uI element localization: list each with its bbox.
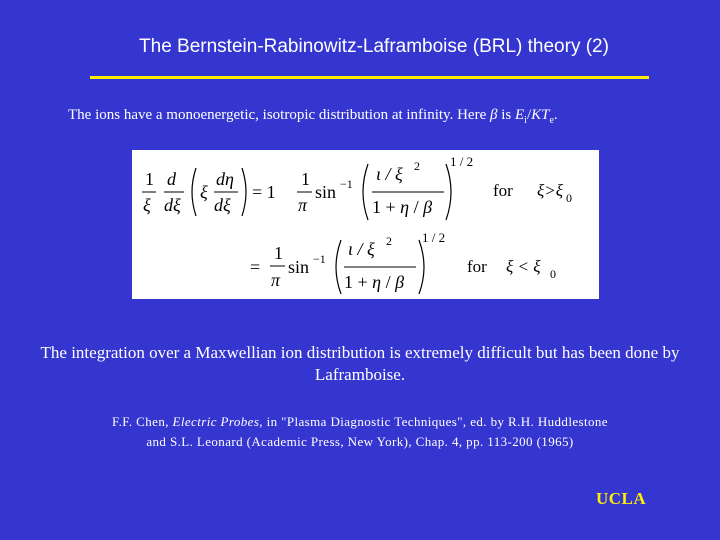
svg-text:sin: sin [315,182,337,202]
svg-text:for: for [467,257,487,276]
svg-text:1: 1 [274,243,283,263]
svg-text:dη: dη [216,169,234,189]
svg-text:ξ: ξ [143,195,151,215]
equation-image [132,150,599,299]
slide-title: The Bernstein-Rabinowitz-Laframboise (BRL) theory (2) [139,36,609,57]
svg-text:= 1: = 1 [252,182,276,202]
ucla-logo: UCLA [596,489,647,508]
svg-text:sin: sin [288,257,310,277]
svg-text:ξ>ξ: ξ>ξ [537,181,564,200]
svg-text:π: π [298,195,308,215]
svg-text:ι / ξ: ι / ξ [348,239,375,259]
svg-text:2: 2 [414,159,420,173]
svg-text:=: = [250,257,261,277]
svg-text:1 + η / β: 1 + η / β [372,197,433,217]
svg-text:−1: −1 [340,177,353,191]
svg-text:1 / 2: 1 / 2 [450,154,474,169]
svg-text:1: 1 [145,169,154,189]
laframboise-paragraph: The integration over a Maxwellian ion distribution is extremely difficult but has been done by Laframboise. [40,343,680,384]
intro-text: The ions have a monoenergetic, isotropic distribution at infinity. Here β is $E_i/KT_e$. [68,107,558,126]
svg-text:0: 0 [550,267,556,281]
svg-text:1: 1 [301,169,310,189]
svg-text:ξ < ξ: ξ < ξ [506,257,541,276]
svg-text:dξ: dξ [164,195,181,215]
svg-text:2: 2 [386,234,392,248]
title-underline [90,76,649,79]
svg-text:0: 0 [566,191,572,205]
svg-text:1 + η / β: 1 + η / β [344,272,405,292]
svg-text:−1: −1 [313,252,326,266]
svg-text:dξ: dξ [214,195,231,215]
svg-text:ξ: ξ [200,182,208,202]
svg-text:for: for [493,181,513,200]
svg-text:1 / 2: 1 / 2 [422,230,446,245]
citation: F.F. Chen, Electric Probes, in "Plasma Diagnostic Techniques", ed. by R.H. Huddlestone and S.L. Leonard (Academic Press, New York), Chap. 4, pp. 113-200 (1965) [112,414,608,449]
svg-text:ι / ξ: ι / ξ [376,164,403,184]
svg-text:d: d [167,169,176,189]
svg-text:π: π [271,270,281,290]
